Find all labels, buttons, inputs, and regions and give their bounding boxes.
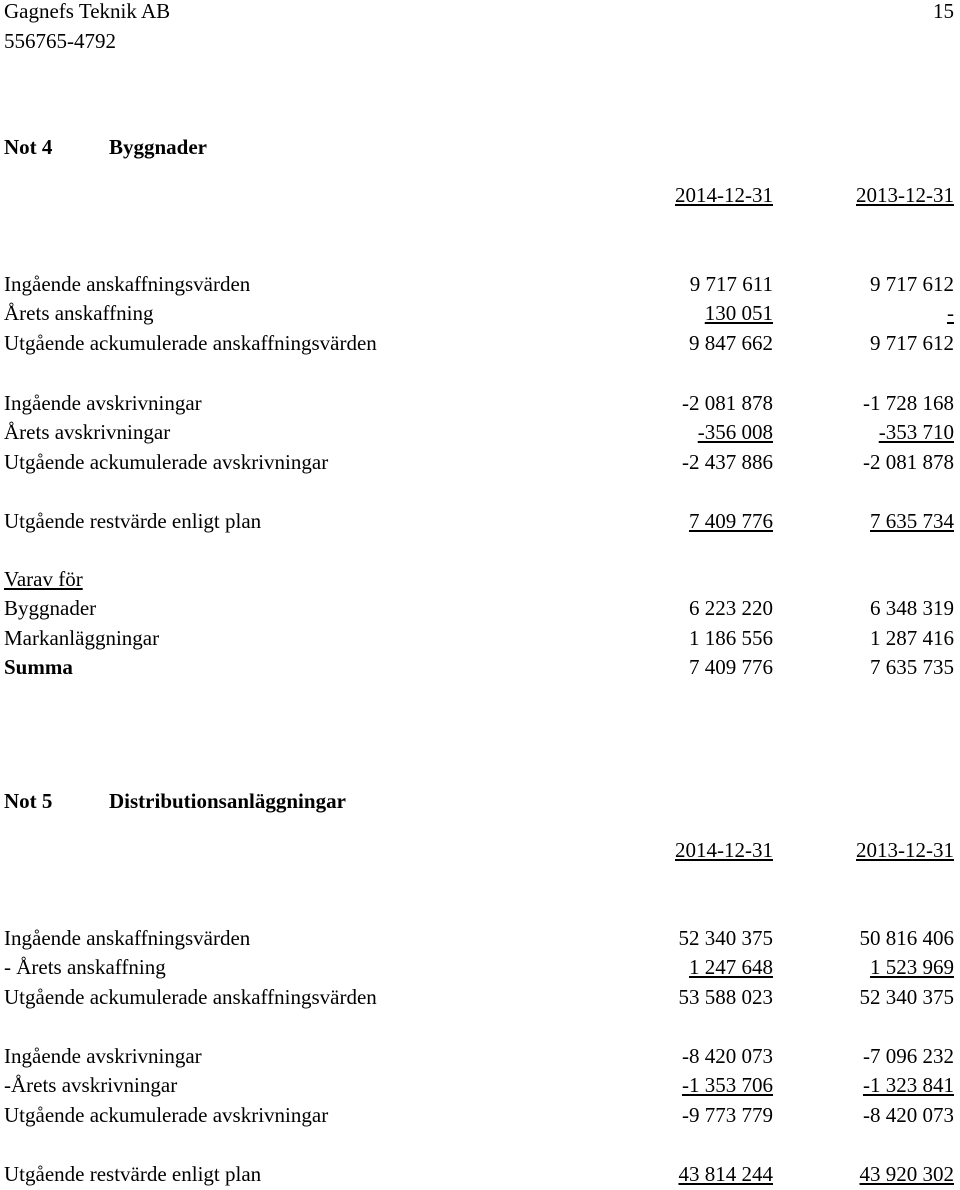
row-value-2013: -7 096 232 <box>863 1044 954 1068</box>
table-row <box>4 625 954 651</box>
row-value-2013: -1 728 168 <box>863 391 954 415</box>
table-row <box>4 654 954 680</box>
row-value-2014: 7 409 776 <box>689 655 773 679</box>
row-value-2014: 1 247 648 <box>689 955 773 979</box>
row-label: - Årets anskaffning <box>4 955 166 979</box>
page-number: 15 <box>933 0 954 23</box>
row-value-2014: 9 717 611 <box>689 272 773 296</box>
row-value-2014: -1 353 706 <box>682 1073 773 1097</box>
row-value-2014: -2 437 886 <box>682 450 773 474</box>
table-row <box>4 449 954 475</box>
row-label: Varav för <box>4 567 83 591</box>
row-value-2013: -2 081 878 <box>863 450 954 474</box>
row-value-2013: 50 816 406 <box>859 926 954 950</box>
table-row <box>4 300 954 326</box>
row-value-2013: 52 340 375 <box>859 985 954 1009</box>
row-label: -Årets avskrivningar <box>4 1073 178 1097</box>
table-row <box>4 419 954 445</box>
table-row <box>4 595 954 621</box>
row-label: Ingående avskrivningar <box>4 1044 202 1068</box>
note5-title: Distributionsanläggningar <box>109 789 346 813</box>
table-row <box>4 271 954 297</box>
note4-col-2014: 2014-12-31 <box>675 183 773 207</box>
company-name: Gagnefs Teknik AB <box>4 0 171 23</box>
table-row <box>4 984 954 1010</box>
note4-title: Byggnader <box>109 135 208 159</box>
table-row <box>4 1102 954 1128</box>
note4-col-2013: 2013-12-31 <box>856 183 954 207</box>
row-value-2013: 1 523 969 <box>870 955 954 979</box>
row-value-2014: 130 051 <box>704 301 773 325</box>
row-value-2013: 7 635 735 <box>870 655 954 679</box>
note5-col-2014: 2014-12-31 <box>675 838 773 862</box>
row-value-2014: 52 340 375 <box>678 926 773 950</box>
row-value-2014: 9 847 662 <box>689 331 773 355</box>
note5-column-headers <box>4 837 954 863</box>
row-value-2013: 9 717 612 <box>870 272 954 296</box>
note5-heading <box>4 788 346 814</box>
row-value-2013: 1 287 416 <box>870 626 954 650</box>
org-number: 556765-4792 <box>4 29 116 53</box>
row-value-2014: 6 223 220 <box>689 596 773 620</box>
table-row <box>4 508 954 534</box>
row-value-2013: 6 348 319 <box>870 596 954 620</box>
table-row <box>4 954 954 980</box>
row-value-2014: 53 588 023 <box>678 985 773 1009</box>
note4-number: Not 4 <box>4 135 53 159</box>
row-value-2013: -353 710 <box>878 420 954 444</box>
table-row <box>4 390 954 416</box>
row-value-2014: 1 186 556 <box>689 626 773 650</box>
row-value-2013: 43 920 302 <box>859 1162 954 1186</box>
row-label: Utgående ackumulerade anskaffningsvärden <box>4 985 377 1009</box>
note5-col-2013: 2013-12-31 <box>856 838 954 862</box>
row-value-2014: 7 409 776 <box>689 509 773 533</box>
row-value-2013: 7 635 734 <box>870 509 954 533</box>
note5-number: Not 5 <box>4 789 53 813</box>
row-label: Årets anskaffning <box>4 301 154 325</box>
row-value-2013: - <box>947 301 954 325</box>
row-value-2013: -8 420 073 <box>863 1103 954 1127</box>
row-label: Ingående anskaffningsvärden <box>4 926 251 950</box>
row-label: Ingående avskrivningar <box>4 391 202 415</box>
row-value-2013: -1 323 841 <box>863 1073 954 1097</box>
note4-heading <box>4 134 207 160</box>
row-label: Byggnader <box>4 596 97 620</box>
row-value-2013: 9 717 612 <box>870 331 954 355</box>
row-label: Markanläggningar <box>4 626 160 650</box>
row-label: Utgående restvärde enligt plan <box>4 509 262 533</box>
row-value-2014: -9 773 779 <box>682 1103 773 1127</box>
row-label: Utgående restvärde enligt plan <box>4 1162 262 1186</box>
row-label: Utgående ackumulerade anskaffningsvärden <box>4 331 377 355</box>
row-value-2014: -356 008 <box>697 420 773 444</box>
row-value-2014: 43 814 244 <box>678 1162 773 1186</box>
note4-column-headers <box>4 182 954 208</box>
table-row <box>4 1043 954 1069</box>
table-row <box>4 566 954 592</box>
row-label: Utgående ackumulerade avskrivningar <box>4 450 329 474</box>
row-value-2014: -8 420 073 <box>682 1044 773 1068</box>
row-label: Ingående anskaffningsvärden <box>4 272 251 296</box>
table-row <box>4 1072 954 1098</box>
row-label: Utgående ackumulerade avskrivningar <box>4 1103 329 1127</box>
row-value-2014: -2 081 878 <box>682 391 773 415</box>
row-label: Årets avskrivningar <box>4 420 171 444</box>
table-row <box>4 925 954 951</box>
table-row <box>4 330 954 356</box>
row-label: Summa <box>4 655 73 679</box>
table-row <box>4 1161 954 1187</box>
